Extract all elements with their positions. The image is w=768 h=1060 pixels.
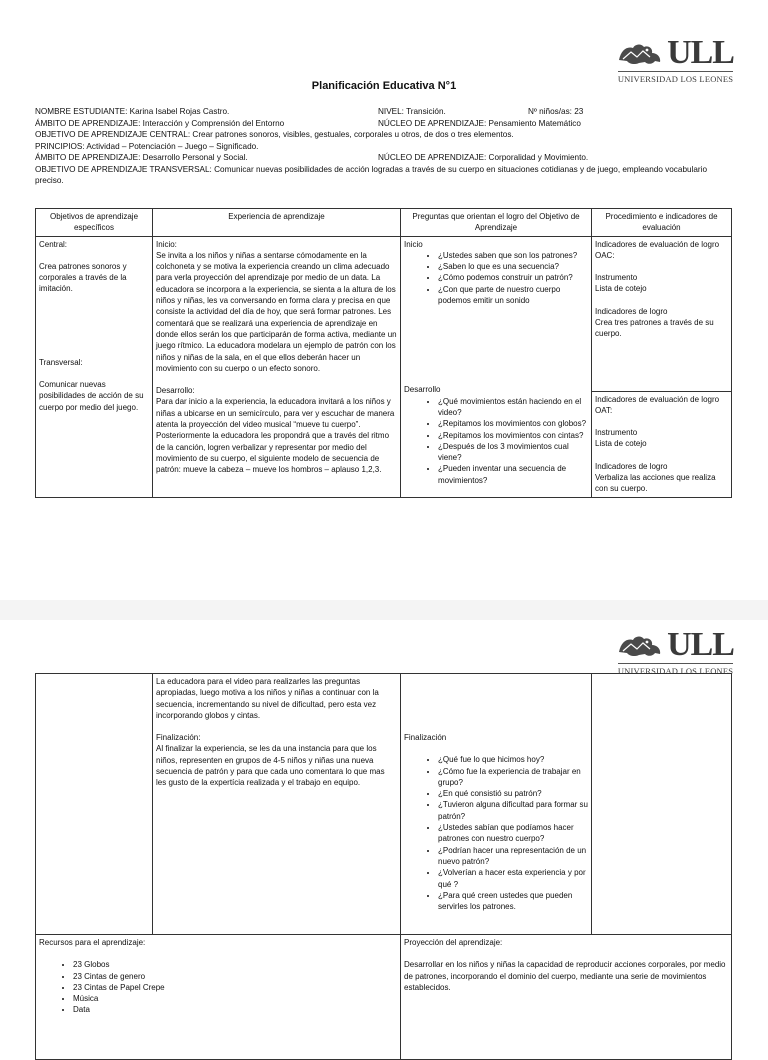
desarrollo-label: Desarrollo: <box>156 386 195 396</box>
list-item: • ¿Para qué creen ustedes que pueden servirles los patrones. <box>438 890 588 913</box>
proyeccion-label: Proyección del aprendizaje: <box>404 938 503 947</box>
evaluacion-cell-1 <box>592 236 732 391</box>
list-item: • ¿Ustedes saben que son los patrones? <box>438 250 588 261</box>
transversal-text: Comunicar nuevas posibilidades de acción de su cuerpo por medio del juego. <box>39 380 144 412</box>
logro-text-1: Crea tres patrones a través de su cuerpo. <box>595 318 714 339</box>
logro-text-2: Verbaliza las acciones que realiza con su cuerpo. <box>595 473 716 494</box>
table-row <box>36 674 732 935</box>
table-row <box>36 236 732 391</box>
list-item: • ¿En qué consistió su patrón? <box>438 788 588 799</box>
objetivo-transversal: OBJETIVO DE APRENDIZAJE TRANSVERSAL: Comunicar nuevas posibilidades de acción logradas a través de su cuerpo en situaciones cotidianas y de juego, empleando vocabulario preciso. <box>35 164 708 185</box>
list-item: • ¿Cómo podemos construir un patrón? <box>438 272 588 283</box>
list-item: • ¿Después de los 3 movimientos cual viene? <box>438 441 588 464</box>
preguntas-cell-continued <box>401 674 592 935</box>
q-desarrollo-label: Desarrollo <box>404 385 441 395</box>
logo-text: ULL <box>667 626 734 663</box>
experiencia-cell-continued <box>153 674 401 935</box>
desarrollo-text-2: Posteriormente la educadora les propondrá que a través del ritmo de la canción, logren verbalizar y representar por medio del movimiento de su cuerpo, el siguiente modelo de secuencia de patrón: mueve la cabeza – mueve los hombros – aplauso 1,2,3. <box>156 431 390 475</box>
list-item: • ¿Con que parte de nuestro cuerpo podemos emitir un sonido <box>438 284 588 307</box>
oac-label: OAC: <box>595 250 615 260</box>
plan-info <box>35 106 735 187</box>
experiencia-cell <box>153 236 401 497</box>
lista-1: Lista de cotejo <box>595 284 647 294</box>
table-header-row <box>36 209 732 237</box>
page-title: Planificación Educativa N°1 <box>311 80 457 92</box>
q-desarrollo-list <box>404 396 588 486</box>
instrumento-1: Instrumento <box>595 273 638 283</box>
kids-count: Nº niños/as: 23 <box>528 107 584 116</box>
central-label: Central: <box>39 239 68 249</box>
header-preguntas: Preguntas que orientan el logro del Objetivo de Aprendizaje <box>401 209 592 237</box>
list-item: • ¿Ustedes sabían que podíamos hacer patrones con nuestro cuerpo? <box>438 822 588 845</box>
logo-subtitle: UNIVERSIDAD LOS LEONES <box>618 71 733 84</box>
list-item: • ¿Repitamos los movimientos con globos? <box>438 418 588 429</box>
logro-title-1: Indicadores de logro <box>595 306 668 316</box>
evaluacion-cell-2 <box>592 391 732 497</box>
evaluacion-cell-empty <box>592 674 732 935</box>
principios: PRINCIPIOS: Actividad – Potenciación – Juego – Significado. <box>35 141 259 151</box>
list-item: • ¿Pueden inventar una secuencia de movimientos? <box>438 463 588 486</box>
planning-table-continued <box>35 673 732 1060</box>
q-inicio-label: Inicio <box>404 239 423 249</box>
desarrollo-text-1: Para dar inicio a la experiencia, la educadora invitará a los niños y niñas a ubicarse en un semicírculo, para ver y escuchar de manera atenta la proyección del video musical “mueve tu cuerpo”. <box>156 397 395 430</box>
continued-text: La educadora para el video para realizarles las preguntas apropiadas, luego motiva a los niños y niñas a continuar con la secuencia, incrementando su nivel de dificultad, pero esta vez incorporando globos y cintas. <box>156 677 379 720</box>
list-item: • ¿Cómo fue la experiencia de trabajar en grupo? <box>438 766 588 789</box>
list-item: • Música <box>73 993 397 1004</box>
header-objetivos: Objetivos de aprendizaje específicos <box>36 209 153 237</box>
list-item: • ¿Repitamos los movimientos con cintas? <box>438 430 588 441</box>
university-logo <box>617 34 734 84</box>
central-text: Crea patrones sonoros y corporales a través de la imitación. <box>39 261 127 294</box>
list-item: • 23 Cintas de Papel Crepe <box>73 982 397 993</box>
objetivos-cell <box>36 236 153 497</box>
oat-label: OAT: <box>595 405 613 415</box>
list-item: • ¿Podrían hacer una representación de un nuevo patrón? <box>438 845 588 868</box>
logro-title-2: Indicadores de logro <box>595 461 668 471</box>
logo-subtitle: UNIVERSIDAD LOS LEONES <box>618 663 733 676</box>
lion-emblem-icon <box>617 632 663 658</box>
recursos-cell <box>36 935 401 1060</box>
recursos-label: Recursos para el aprendizaje: <box>39 938 146 947</box>
q-inicio-list <box>404 250 588 306</box>
page-gap <box>0 600 768 620</box>
instrumento-2: Instrumento <box>595 428 638 438</box>
list-item: • ¿Tuvieron alguna dificultad para formar su patrón? <box>438 799 588 822</box>
finalizacion-label: Finalización: <box>156 733 201 743</box>
nucleo-2: NÚCLEO DE APRENDIZAJE: Corporalidad y Movimiento. <box>378 153 589 162</box>
objetivos-cell-empty <box>36 674 153 935</box>
q-finalizacion-list <box>404 754 588 912</box>
student-name: NOMBRE ESTUDIANTE: Karina Isabel Rojas Castro. <box>35 107 230 116</box>
planning-table <box>35 208 732 498</box>
list-item: • ¿Volverían a hacer esta experiencia y por qué ? <box>438 867 588 890</box>
proyeccion-cell <box>401 935 732 1060</box>
nucleo-1: NÚCLEO DE APRENDIZAJE: Pensamiento Matemático <box>378 118 581 128</box>
transversal-label: Transversal: <box>39 357 83 367</box>
q-finalizacion-label: Finalización <box>404 733 447 742</box>
recursos-list <box>39 959 397 1015</box>
preguntas-cell <box>401 236 592 497</box>
ambito-2: ÁMBITO DE APRENDIZAJE: Desarrollo Personal y Social. <box>35 153 248 162</box>
objetivo-central: OBJETIVO DE APRENDIZAJE CENTRAL: Crear patrones sonoros, visibles, gestuales, corporales u otros, de dos o tres elementos. <box>35 130 514 139</box>
header-experiencia: Experiencia de aprendizaje <box>153 209 401 237</box>
inicio-text: Se invita a los niños y niñas a sentarse cómodamente en la colchoneta y se motiva la experiencia creando un clima adecuado para verla proyección del aprendizaje por medio de un data. La educadora se incorpora a la experiencia, se sienta a la altura de los niños y niñas, les va conversando en forma clara y precisa en que consiste la actividad del día de hoy, que será formar patrones. Les comentará que se realizará una experiencia de aprendizaje en donde ellos serán los que participarán de forma activa, mediante un juego rítmico. La educadora modelara un ejemplo de patrón con los niños y niñas de la sala, en el que ellos deberán hacer un movimiento con su cuerpo o un efecto sonoro. <box>156 250 397 373</box>
inicio-label: Inicio: <box>156 239 177 249</box>
university-logo-page-2 <box>617 626 734 676</box>
proyeccion-text: Desarrollar en los niños y niñas la capacidad de reproducir acciones corporales, por medio de patrones, incorporando el dominio del cuerpo, mediante una serie de movimientos establecidos. <box>404 960 726 992</box>
logo-text: ULL <box>667 34 734 71</box>
ambito-1: ÁMBITO DE APRENDIZAJE: Interacción y Comprensión del Entorno <box>35 118 285 128</box>
level: NIVEL: Transición. <box>378 107 446 116</box>
document-page-2 <box>0 620 768 1024</box>
list-item: • 23 Cintas de genero <box>73 971 397 982</box>
list-item: • ¿Qué movimientos están haciendo en el video? <box>438 396 588 419</box>
lista-2: Lista de cotejo <box>595 439 647 449</box>
list-item: • Data <box>73 1004 397 1015</box>
list-item: • 23 Globos <box>73 959 397 970</box>
lion-emblem-icon <box>617 40 663 66</box>
list-item: • ¿Qué fue lo que hicimos hoy? <box>438 754 588 765</box>
eval-title-1: Indicadores de evaluación de logro <box>595 239 720 249</box>
eval-title-2: Indicadores de evaluación de logro <box>595 394 720 404</box>
header-procedimiento: Procedimiento e indicadores de evaluación <box>592 209 732 237</box>
table-row <box>36 935 732 1060</box>
list-item: • ¿Saben lo que es una secuencia? <box>438 261 588 272</box>
finalizacion-text: Al finalizar la experiencia, se les da una instancia para que los niños, representen en grupos de 4-5 niños y niñas una nueva secuencia de patrón y para que cada uno comentara lo que mas les gusto de la expertícia realizada y el trabajo en equipo. <box>156 744 385 788</box>
